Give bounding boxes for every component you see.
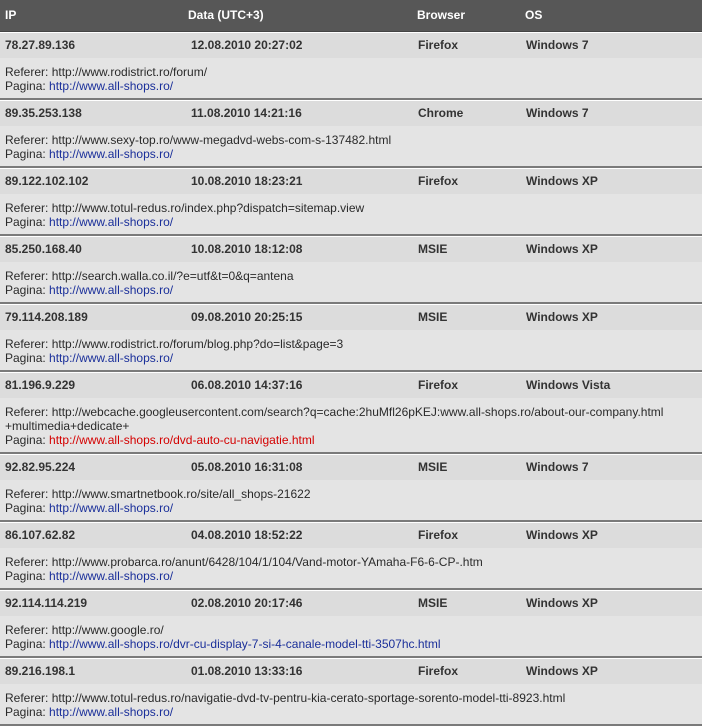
pagina-link[interactable]: http://www.all-shops.ro/dvd-auto-cu-navigatie.html <box>49 433 315 447</box>
date-cell: 01.08.2010 13:33:16 <box>191 664 303 678</box>
os-cell: Windows 7 <box>526 460 589 474</box>
header-os: OS <box>525 8 543 22</box>
table-row <box>0 659 702 684</box>
ip-cell: 89.35.253.138 <box>5 106 82 120</box>
os-cell: Windows XP <box>526 664 598 678</box>
os-cell: Windows 7 <box>526 38 589 52</box>
pagina-link[interactable]: http://www.all-shops.ro/ <box>49 351 174 365</box>
referer-line <box>5 201 697 215</box>
date-cell: 04.08.2010 18:52:22 <box>191 528 303 542</box>
date-cell: 10.08.2010 18:23:21 <box>191 174 303 188</box>
ip-cell: 86.107.62.82 <box>5 528 76 542</box>
os-cell: Windows 7 <box>526 106 589 120</box>
pagina-link[interactable]: http://www.all-shops.ro/ <box>49 79 174 93</box>
browser-cell: Firefox <box>418 378 459 392</box>
referer-url: http://www.smartnetbook.ro/site/all_shops-21622 <box>51 487 311 501</box>
table-row <box>0 591 702 616</box>
pagina-line <box>5 351 697 365</box>
referer-line <box>5 623 697 637</box>
referer-label: Referer: <box>5 269 52 283</box>
pagina-line <box>5 215 697 229</box>
header-date: Data (UTC+3) <box>188 8 264 22</box>
row-details <box>0 58 702 100</box>
referer-label: Referer: <box>5 623 52 637</box>
date-cell: 11.08.2010 14:21:16 <box>191 106 302 120</box>
referer-label: Referer: <box>5 133 52 147</box>
date-cell: 06.08.2010 14:37:16 <box>191 378 303 392</box>
referer-line <box>5 691 697 705</box>
referer-url: http://www.probarca.ro/anunt/6428/104/1/104/Vand-motor-YAmaha-F6-6-CP-.htm <box>51 555 483 569</box>
pagina-label: Pagina: <box>5 283 50 297</box>
pagina-link[interactable]: http://www.all-shops.ro/ <box>49 283 174 297</box>
os-cell: Windows XP <box>526 174 598 188</box>
table-row <box>0 305 702 330</box>
table-row <box>0 169 702 194</box>
table-row <box>0 101 702 126</box>
pagina-line <box>5 569 697 583</box>
date-cell: 12.08.2010 20:27:02 <box>191 38 303 52</box>
table-row <box>0 523 702 548</box>
referer-line <box>5 405 697 419</box>
referer-line <box>5 487 697 501</box>
browser-cell: Chrome <box>418 106 464 120</box>
pagina-link[interactable]: http://www.all-shops.ro/dvr-cu-display-7-si-4-canale-model-tti-3507hc.html <box>49 637 441 651</box>
os-cell: Windows XP <box>526 310 598 324</box>
row-details <box>0 548 702 590</box>
table-header <box>0 0 702 32</box>
ip-cell: 89.122.102.102 <box>5 174 89 188</box>
ip-cell: 85.250.168.40 <box>5 242 82 256</box>
pagina-line <box>5 433 697 447</box>
pagina-line <box>5 283 697 297</box>
ip-cell: 92.82.95.224 <box>5 460 76 474</box>
os-cell: Windows XP <box>526 528 598 542</box>
referer-label: Referer: <box>5 405 52 419</box>
pagina-link[interactable]: http://www.all-shops.ro/ <box>49 147 174 161</box>
row-details <box>0 330 702 372</box>
pagina-label: Pagina: <box>5 215 50 229</box>
date-cell: 02.08.2010 20:17:46 <box>191 596 303 610</box>
pagina-label: Pagina: <box>5 705 50 719</box>
table-row <box>0 455 702 480</box>
date-cell: 10.08.2010 18:12:08 <box>191 242 303 256</box>
referer-line <box>5 133 697 147</box>
pagina-label: Pagina: <box>5 569 50 583</box>
row-details <box>0 684 702 726</box>
pagina-line <box>5 637 697 651</box>
row-details <box>0 262 702 304</box>
os-cell: Windows Vista <box>526 378 611 392</box>
row-details <box>0 480 702 522</box>
table-row <box>0 33 702 58</box>
ip-cell: 92.114.114.219 <box>5 596 88 610</box>
pagina-link[interactable]: http://www.all-shops.ro/ <box>49 215 174 229</box>
table-row <box>0 237 702 262</box>
pagina-line <box>5 147 697 161</box>
header-ip: IP <box>5 8 17 22</box>
ip-cell: 81.196.9.229 <box>5 378 76 392</box>
referer-url: http://webcache.googleusercontent.com/search?q=cache:2huMfl26pKEJ:www.all-shops.ro/about-our-company.html <box>51 405 664 419</box>
browser-cell: MSIE <box>418 242 448 256</box>
referer-line <box>5 555 697 569</box>
pagina-link[interactable]: http://www.all-shops.ro/ <box>49 569 174 583</box>
row-details <box>0 398 702 454</box>
pagina-link[interactable]: http://www.all-shops.ro/ <box>49 705 174 719</box>
row-details <box>0 126 702 168</box>
header-browser: Browser <box>417 8 466 22</box>
referer-url: http://www.rodistrict.ro/forum/ <box>51 65 208 79</box>
pagina-label: Pagina: <box>5 79 50 93</box>
referer-url: http://search.walla.co.il/?e=utf&t=0&q=antena <box>51 269 294 283</box>
table-row <box>0 373 702 398</box>
referer-label: Referer: <box>5 691 52 705</box>
referer-label: Referer: <box>5 487 52 501</box>
browser-cell: MSIE <box>418 596 448 610</box>
referer-line <box>5 269 697 283</box>
referer-line <box>5 65 697 79</box>
row-details <box>0 616 702 658</box>
pagina-link[interactable]: http://www.all-shops.ro/ <box>49 501 174 515</box>
pagina-label: Pagina: <box>5 351 50 365</box>
referer-line-cont: +multimedia+dedicate+ <box>5 419 130 433</box>
browser-cell: MSIE <box>418 310 448 324</box>
referer-url: http://www.google.ro/ <box>51 623 164 637</box>
browser-cell: Firefox <box>418 38 459 52</box>
pagina-label: Pagina: <box>5 433 50 447</box>
os-cell: Windows XP <box>526 596 598 610</box>
os-cell: Windows XP <box>526 242 598 256</box>
referer-url: http://www.totul-redus.ro/navigatie-dvd-tv-pentru-kia-cerato-sportage-sorento-model-tti-8923.html <box>51 691 566 705</box>
browser-cell: Firefox <box>418 664 459 678</box>
row-details <box>0 194 702 236</box>
browser-cell: Firefox <box>418 528 459 542</box>
referer-label: Referer: <box>5 337 52 351</box>
browser-cell: MSIE <box>418 460 448 474</box>
referer-label: Referer: <box>5 201 52 215</box>
pagina-label: Pagina: <box>5 147 50 161</box>
ip-cell: 79.114.208.189 <box>5 310 88 324</box>
pagina-line <box>5 79 697 93</box>
referer-url: http://www.rodistrict.ro/forum/blog.php?do=list&page=3 <box>51 337 344 351</box>
pagina-line <box>5 501 697 515</box>
browser-cell: Firefox <box>418 174 459 188</box>
ip-cell: 89.216.198.1 <box>5 664 76 678</box>
pagina-label: Pagina: <box>5 501 50 515</box>
date-cell: 05.08.2010 16:31:08 <box>191 460 303 474</box>
referer-url: http://www.sexy-top.ro/www-megadvd-webs-com-s-137482.html <box>51 133 392 147</box>
pagina-label: Pagina: <box>5 637 50 651</box>
referer-url: http://www.totul-redus.ro/index.php?dispatch=sitemap.view <box>51 201 365 215</box>
referer-line <box>5 337 697 351</box>
referer-label: Referer: <box>5 65 52 79</box>
ip-cell: 78.27.89.136 <box>5 38 76 52</box>
referer-label: Referer: <box>5 555 52 569</box>
date-cell: 09.08.2010 20:25:15 <box>191 310 303 324</box>
table-body <box>0 32 702 726</box>
